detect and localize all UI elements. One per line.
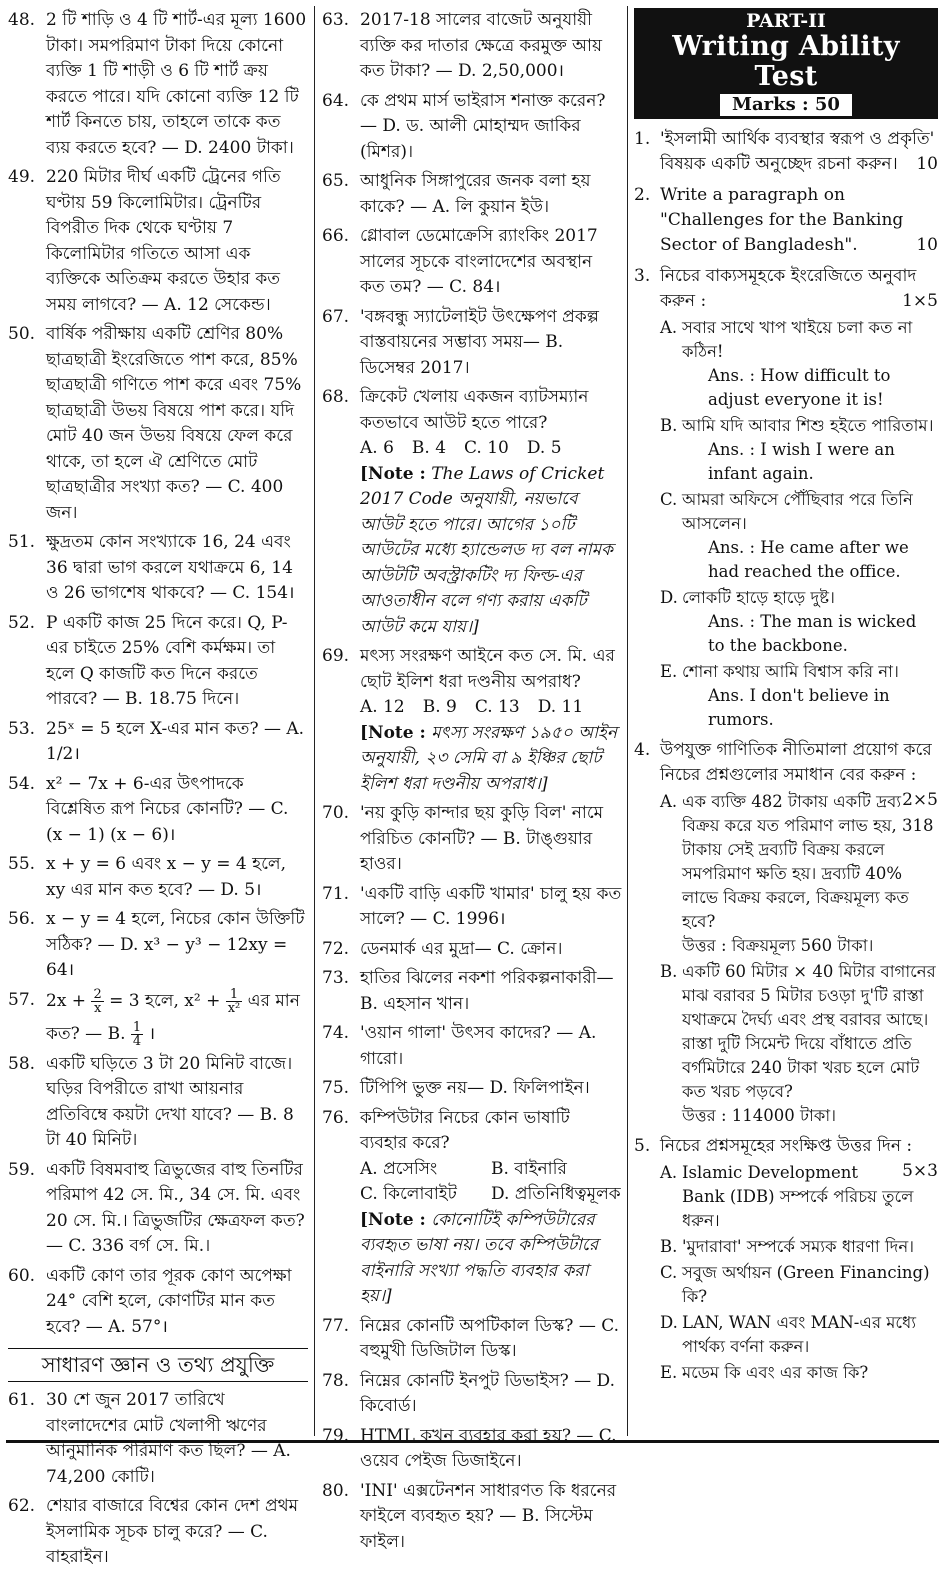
question-item (322, 937, 622, 963)
question-text: বার্ষিক পরীক্ষায় একটি শ্রেণির 80% ছাত্রছাত্রী ইংরেজিতে পাশ করে, 85% ছাত্রছাত্রী গণিতে পাশ করে এবং 75% ছাত্রছাত্রী উভয় বিষয়ে পাশ করে। যদি মোট 40 জন উভয় বিষয়ে ফেল করে থাকে, তা হলে ঐ শ্রেণিতে মোট ছাত্রছাত্রীর সংখ্যা কত? — C. 400 জন। (46, 324, 302, 523)
sub-label: A. (660, 318, 678, 337)
question-number: 69. (322, 646, 350, 666)
column-3 (634, 8, 938, 1391)
sub-label: B. (660, 416, 678, 435)
section-heading: সাধারণ জ্ঞান ও তথ্য প্রযুক্তি (8, 1348, 308, 1382)
sub-text: আমি যদি আবার শিশু হইতে পারিতাম। (682, 416, 934, 435)
options: A. প্রসেসিং B. বাইনারি C. কিলোবাইট D. প্রতিনিধিত্বমূলক (360, 1158, 621, 1204)
fraction: $\frac{1}{4}$ (132, 1019, 142, 1049)
question-text: 'একটি বাড়ি একটি খামার' চালু হয় কত সালে? — C. 1996। (360, 883, 622, 929)
column-2 (322, 8, 622, 1559)
question-item (322, 966, 622, 1017)
question-number: 68. (322, 387, 350, 407)
sub-question (660, 1161, 938, 1233)
answer: Ans. : How difficult to adjust everyone it is! (708, 366, 891, 409)
sub-question (660, 960, 938, 1104)
question-text: হাতির ঝিলের নকশা পরিকল্পনাকারী— B. এহসান খান। (360, 968, 614, 1014)
sub-label: A. (660, 792, 678, 811)
writing-question-4: 4. উপযুক্ত গাণিতিক নীতিমালা প্রয়োগ করে নিচের প্রশ্নগুলোর সমাধান বের করুন : 2×5 A. এক ব্যক্তি 482 টাকায় একটি দ্রব্য বিক্রয় করে যত পরিমাণ লাভ হয়, 318 টাকায় সেই দ্রব্যটি বিক্রয় করলে সমপরিমাণ ক্ষতি হয়। দ্রব্যটি 40% লাভে বিক্রয় করলে, বিক্রয়মূল্য কত হবে? উত্তর : বিক্রয়মূল্য 560 টাকা। B. একটি 60 মিটার × 40 মিটার বাগানের মাঝ বরাবর 5 মিটার চওড়া দু'টি রাস্তা যথাক্রমে দৈর্ঘ্য এবং প্রস্থ বরাবর আছে। রাস্তা দুটি সিমেন্ট দিয়ে বাঁধাতে প্রতি বর্গমিটারে 240 টাকা খরচ হলে মোট কত খরচ পড়বে? উত্তর : 114000 টাকা। (634, 738, 938, 1128)
question-item (322, 169, 622, 220)
question-69: 69. মৎস্য সংরক্ষণ আইনে কত সে. মি. এর ছোট ইলিশ ধরা দণ্ডনীয় অপরাধ? A. 12 B. 9 C. 13 D. 11 [Note : মৎস্য সংরক্ষণ ১৯৫০ আইন অনুযায়ী, ২৩ সেমি বা ৯ ইঞ্চির ছোট ইলিশ ধরা দণ্ডনীয় অপরাধ।] (322, 644, 622, 797)
sub-question (660, 414, 938, 438)
question-57: 57. 2x + $\frac{2}{x}$ = 3 হলে, x² + $\frac{1}{\text{x²}}$ এর মান কত? — B. $\frac{1}{4}$ । (8, 986, 300, 1049)
question-text: P একটি কাজ 25 দিনে করে। Q, P-এর চাইতে 25% বেশি কর্মক্ষম। তা হলে Q কাজটি কত দিনে করতে পারবে? — B. 18.75 দিনে। (46, 612, 288, 709)
sub-question (660, 316, 938, 364)
question-text: 25ˣ = 5 হলে X-এর মান কত? — A. 1/2। (46, 718, 305, 764)
question-number: 74. (322, 1023, 350, 1043)
sub-label: B. (660, 1237, 678, 1256)
question-number: 54. (8, 773, 36, 794)
marks: 1×5 (902, 291, 938, 311)
sub-label: E. (660, 662, 678, 681)
marks: 5×3 (902, 1161, 938, 1181)
question-number: 71. (322, 883, 350, 904)
question-number: 61. (8, 1390, 36, 1410)
answer: Ans. : He came after we had reached the office. (708, 538, 909, 581)
answer: উত্তর : 114000 টাকা। (682, 1106, 837, 1125)
sub-text: আমরা অফিসে পৌঁছিবার পরে তিনি আসলেন। (682, 490, 913, 533)
question-item (322, 224, 622, 301)
question-number: 72. (322, 938, 350, 959)
question-text: 2017-18 সালের বাজেট অনুযায়ী ব্যক্তি কর দাতার ক্ষেত্রে করমুক্ত আয় কত টাকা? — D. 2,50,000। (360, 10, 602, 81)
note: [Note : মৎস্য সংরক্ষণ ১৯৫০ আইন অনুযায়ী, ২৩ সেমি বা ৯ ইঞ্চির ছোট ইলিশ ধরা দণ্ডনীয় অপরাধ।] (360, 722, 618, 794)
question-item (322, 1369, 622, 1420)
note: [Note : কোনোটিই কম্পিউটারের ব্যবহৃত ভাষা নয়। তবে কম্পিউটারে বাইনারি সংখ্যা পদ্ধতি ব্যবহার করা হয়।] (360, 1209, 599, 1306)
writing-question-5: 5. নিচের প্রশ্নসমূহের সংক্ষিপ্ত উত্তর দিন : 5×3 A. Islamic Development Bank (IDB) সম্পর্কে পরিচয় তুলে ধরুন। B. 'মুদারাবা' সম্পর্কে সম্যক ধারণা দিন। C. সবুজ অর্থায়ন (Green Financing) কি? D. LAN, WAN এবং MAN-এর মধ্যে পার্থক্য বর্ণনা করুন। E. মডেম কি এবং এর কাজ কি? (634, 1134, 938, 1385)
part-marks: Marks : 50 (720, 94, 852, 116)
question-item (8, 8, 308, 161)
question-number: 52. (8, 612, 36, 633)
sub-text: সবুজ অর্থায়ন (Green Financing) কি? (682, 1263, 930, 1306)
question-68: 68. ক্রিকেট খেলায় একজন ব্যাটসম্যান কতভাবে আউট হতে পারে? A. 6 B. 4 C. 10 D. 5 [Note : The Laws of Cricket 2017 Code অনুযায়ী, নয়ভাবে আউট হতে পারে। আগের ১০টি আউটের মধ্যে হ্যান্ডেলড দ্য বল নামক আউটটি অবস্ট্রাকটিং দ্য ফিল্ড-এর আওতাধীন বলে গণ্য করায় একটি আউট কমে যায়।] (322, 385, 622, 640)
part-title: PART-II (746, 10, 826, 32)
question-text: একটি ঘড়িতে 3 টা 20 মিনিট বাজে। ঘড়ির বিপরীতে রাখা আয়নার প্রতিবিম্বে কয়টা দেখা যাবে? — B. 8 টা 40 মিনিট। (46, 1053, 294, 1150)
question-number: 65. (322, 171, 350, 191)
question-number: 80. (322, 1480, 350, 1501)
sub-label: D. (660, 1313, 678, 1332)
sub-question (660, 586, 938, 610)
sub-text: লোকটি হাড়ে হাড়ে দুষ্ট। (682, 588, 835, 607)
question-text: একটি কোণ তার পূরক কোণ অপেক্ষা 24° বেশি হলে, কোণটির মান কত হবে? — A. 57°। (46, 1265, 292, 1337)
sub-label: D. (660, 588, 678, 607)
question-text: নিম্নের কোনটি ইনপুট ডিভাইস? — D. কিবোর্ড। (360, 1370, 615, 1416)
answer: Ans. : I wish I were an infant again. (708, 440, 895, 483)
question-number: 66. (322, 226, 350, 246)
answer: Ans. I don't believe in rumors. (708, 686, 890, 729)
sub-text: মডেম কি এবং এর কাজ কি? (682, 1363, 869, 1382)
question-number: 59. (8, 1159, 36, 1180)
question-item (8, 165, 308, 318)
question-number: 53. (8, 718, 36, 739)
question-text: কে প্রথম মার্স ভাইরাস শনাক্ত করেন? — D. ড. আলী মোহাম্মদ জাকির (মিশর)। (360, 90, 606, 162)
question-number: 50. (8, 324, 36, 344)
sub-question (660, 1261, 938, 1309)
question-item (8, 611, 308, 713)
question-number: 64. (322, 90, 350, 111)
question-item (322, 1076, 622, 1102)
sub-question (660, 660, 938, 684)
column-1 (8, 8, 308, 1575)
sub-label: B. (660, 962, 678, 981)
sub-text: শোনা কথায় আমি বিশ্বাস করি না। (682, 662, 899, 681)
writing-question-2: 2. Write a paragraph on "Challenges for the Banking Sector of Bangladesh". 10 (634, 183, 938, 258)
question-item (8, 1494, 308, 1571)
question-text: ক্ষুদ্রতম কোন সংখ্যাকে 16, 24 এবং 36 দ্বারা ভাগ করলে যথাক্রমে 6, 14 ও 26 ভাগশেষ থাকবে? — C. 154। (46, 532, 295, 603)
question-item (322, 1479, 622, 1556)
question-item (8, 717, 308, 768)
question-number: 56. (8, 909, 36, 929)
options: A. 12 B. 9 C. 13 D. 11 (360, 697, 584, 717)
column-divider (627, 6, 628, 1436)
sub-label: C. (660, 490, 678, 509)
question-text: নিম্নের কোনটি অপটিকাল ডিস্ক? — C. বহুমুখী ডিজিটাল ডিস্ক। (360, 1315, 620, 1361)
sub-question (660, 488, 938, 536)
question-item (8, 852, 308, 903)
sub-question (660, 1311, 938, 1359)
sub-question (660, 1361, 938, 1385)
question-number: 78. (322, 1370, 350, 1391)
sub-text: এক ব্যক্তি 482 টাকায় একটি দ্রব্য বিক্রয় করে যত পরিমাণ লাভ হয়, 318 টাকায় সেই দ্রব্যটি বিক্রয় করলে সমপরিমাণ ক্ষতি হয়। দ্রব্যটি 40% লাভে বিক্রয় করলে, বিক্রয়মূল্য কত হবে? (682, 792, 934, 931)
question-text: 'INI' এক্সটেনশন সাধারণত কি ধরনের ফাইলে ব্যবহৃত হয়? — B. সিস্টেম ফাইল। (360, 1480, 617, 1552)
question-number: 60. (8, 1265, 36, 1286)
question-item (8, 772, 308, 849)
question-number: 67. (322, 306, 350, 327)
question-item (322, 8, 622, 85)
writing-question-1: 1. 'ইসলামী আর্থিক ব্যবস্থার স্বরূপ ও প্রকৃতি' বিষয়ক একটি অনুচ্ছেদ রচনা করুন। 10 (634, 127, 938, 177)
question-text: 'বঙ্গবন্ধু স্যাটেলাইট উৎক্ষেপণ প্রকল্প বাস্তবায়নের সম্ভাব্য সময়— B. ডিসেম্বর 2017। (360, 306, 599, 378)
question-item (8, 1388, 308, 1490)
question-number: 79. (322, 1425, 350, 1446)
question-number: 48. (8, 10, 36, 30)
question-item (8, 1264, 308, 1341)
sub-question (660, 790, 938, 934)
writing-question-3: 3. নিচের বাক্যসমূহকে ইংরেজিতে অনুবাদ করুন : 1×5 A. সবার সাথে খাপ খাইয়ে চলা কত না কঠিন! Ans. : How difficult to adjust everyone it is! B. আমি যদি আবার শিশু হইতে পারিতাম। Ans. : I wish I were an infant again. C. আমরা অফিসে পৌঁছিবার পরে তিনি আসলেন। Ans. : He came after we had reached the office. D. লোকটি হাড়ে হাড়ে দুষ্ট। Ans. : The man is wicked to the backbone. E. শোনা কথায় আমি বিশ্বাস করি না। Ans. I don't believe in rumors. (634, 264, 938, 732)
question-text: আধুনিক সিঙ্গাপুরের জনক বলা হয় কাকে? — A. লি কুয়ান ইউ। (360, 171, 591, 217)
question-text: x² − 7x + 6-এর উৎপাদকে বিশ্লেষিত রূপ নিচের কোনটি? — C. (x − 1) (x − 6)। (46, 773, 289, 845)
question-item (8, 322, 308, 526)
sub-text: 'মুদারাবা' সম্পর্কে সম্যক ধারণা দিন। (682, 1237, 915, 1256)
question-number: 51. (8, 532, 36, 552)
question-item (8, 907, 308, 984)
question-number: 57. (8, 989, 36, 1010)
marks: 2×5 (902, 790, 938, 810)
question-text: টিপিপি ভুক্ত নয়— D. ফিলিপাইন। (360, 1078, 590, 1098)
options: A. 6 B. 4 C. 10 D. 5 (360, 438, 562, 458)
question-number: 77. (322, 1315, 350, 1336)
sub-label: E. (660, 1363, 678, 1382)
marks: 10 (916, 235, 938, 255)
question-text: 30 শে জুন 2017 তারিখে বাংলাদেশের মোট খেলাপী ঋণের আনুমানিক পরিমাণ কত ছিল? — A. 74,200 কোটি। (46, 1390, 291, 1487)
question-item (322, 1021, 622, 1072)
question-text: গ্লোবাল ডেমোক্রেসি র‍্যাংকিং 2017 সালের সূচকে বাংলাদেশের অবস্থান কত তম? — C. 84। (360, 226, 598, 297)
question-number: 63. (322, 10, 350, 30)
sub-text: একটি 60 মিটার × 40 মিটার বাগানের মাঝ বরাবর 5 মিটার চওড়া দু'টি রাস্তা যথাক্রমে দৈর্ঘ্য এবং প্রস্থ বরাবর আছে। রাস্তা দুটি সিমেন্ট দিয়ে বাঁধাতে প্রতি বর্গমিটারে 240 টাকা খরচ হলে মোট কত খরচ পড়বে? (682, 962, 936, 1101)
question-number: 55. (8, 854, 36, 874)
marks: 10 (916, 154, 938, 174)
note: [Note : The Laws of Cricket 2017 Code অনুযায়ী, নয়ভাবে আউট হতে পারে। আগের ১০টি আউটের মধ্যে হ্যান্ডেলড দ্য বল নামক আউটটি অবস্ট্রাকটিং দ্য ফিল্ড-এর আওতাধীন বলে গণ্য করায় একটি আউট কমে যায়।] (360, 463, 614, 637)
question-text: 'ওয়ান গালা' উৎসব কাদের? — A. গারো। (360, 1023, 597, 1069)
sub-question (660, 1235, 938, 1259)
question-item (8, 1158, 308, 1260)
column-divider (314, 6, 315, 1436)
answer: Ans. : The man is wicked to the backbone. (708, 612, 917, 655)
question-item (322, 882, 622, 933)
sub-text: LAN, WAN এবং MAN-এর মধ্যে পার্থক্য বর্ণনা করুন। (682, 1313, 917, 1356)
question-number: 76. (322, 1107, 350, 1128)
question-text: 2 টি শাড়ি ও 4 টি শার্ট-এর মূল্য 1600 টাকা। সমপরিমাণ টাকা দিয়ে কোনো ব্যক্তি 1 টি শাড়ী ও 6 টি শার্ট ক্রয় করতে পারে। যদি কোনো ব্যক্তি 12 টি শার্ট কিনতে চায়, তাহলে তাকে কত ব্যয় করতে হবে? — D. 2400 টাকা। (46, 10, 307, 158)
sub-label: C. (660, 1263, 678, 1282)
question-item (322, 89, 622, 166)
question-number: 49. (8, 167, 36, 187)
question-text: ডেনমার্ক এর মুদ্রা— C. ক্রোন। (360, 938, 563, 959)
question-76: 76. কম্পিউটার নিচের কোন ভাষাটি ব্যবহার করে? A. প্রসেসিং B. বাইনারি C. কিলোবাইট D. প্রতিনিধিত্বমূলক [Note : কোনোটিই কম্পিউটারের ব্যবহৃত ভাষা নয়। তবে কম্পিউটারে বাইনারি সংখ্যা পদ্ধতি ব্যবহার করা হয়।] (322, 1106, 622, 1310)
question-number: 73. (322, 968, 350, 988)
question-text: HTML কখন ব্যবহার করা হয়? — C. ওয়েব পেইজ ডিজাইনে। (360, 1425, 617, 1471)
question-item (322, 1424, 622, 1475)
sub-text: Islamic Development Bank (IDB) সম্পর্কে পরিচয় তুলে ধরুন। (682, 1163, 914, 1230)
question-item (322, 1314, 622, 1365)
question-number: 70. (322, 803, 350, 823)
question-number: 62. (8, 1496, 36, 1516)
question-item (322, 305, 622, 382)
question-text: 'নয় কুড়ি কান্দার ছয় কুড়ি বিল' নামে পরিচিত কোনটি? — B. টাঙ্গুয়ার হাওর। (360, 803, 604, 874)
question-text: শেয়ার বাজারে বিশ্বের কোন দেশ প্রথম ইসলামিক সূচক চালু করে? — C. বাহরাইন। (46, 1496, 299, 1567)
part-subtitle: Writing Ability Test (672, 31, 900, 92)
question-text: 220 মিটার দীর্ঘ একটি ট্রেনের গতি ঘণ্টায় 59 কিলোমিটার। ট্রেনটির বিপরীত দিক থেকে ঘণ্টায় 7 কিলোমিটার গতিতে আসা এক ব্যক্তিকে অতিক্রম করতে উহার কত সময় লাগবে? — A. 12 সেকেন্ড। (46, 167, 281, 315)
question-number: 58. (8, 1053, 36, 1074)
question-item (322, 801, 622, 878)
sub-text: সবার সাথে খাপ খাইয়ে চলা কত না কঠিন! (682, 318, 913, 361)
answer: উত্তর : বিক্রয়মূল্য 560 টাকা। (682, 936, 874, 955)
fraction: $\frac{2}{x}$ (93, 986, 102, 1016)
sub-label: A. (660, 1163, 678, 1182)
question-item (8, 1052, 308, 1154)
part-header (634, 8, 938, 119)
question-item (8, 530, 308, 607)
question-number: 75. (322, 1078, 350, 1098)
question-text: একটি বিষমবাহু ত্রিভুজের বাহু তিনটির পরিমাপ 42 সে. মি., 34 সে. মি. এবং 20 সে. মি.। ত্রিভুজটির ক্ষেত্রফল কত? — C. 336 বর্গ সে. মি.। (46, 1159, 305, 1256)
question-text: x − y = 4 হলে, নিচের কোন উক্তিটি সঠিক? — D. x³ − y³ − 12xy = 64। (46, 909, 305, 980)
question-text: x + y = 6 এবং x − y = 4 হলে, xy এর মান কত হবে? — D. 5। (46, 854, 286, 900)
fraction: $\frac{1}{\text{x²}}$ (227, 986, 241, 1016)
